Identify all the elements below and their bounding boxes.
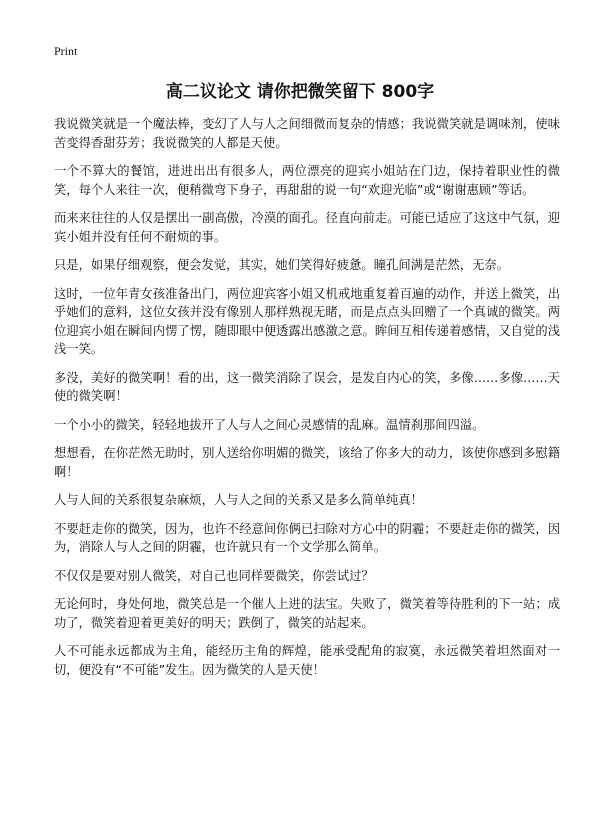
page-title: 高二议论文 请你把微笑留下 800字 — [165, 82, 435, 102]
essay-paragraph-11: 不仅仅是要对别人微笑，对自己也同样要微笑，你尝试过？ — [54, 568, 374, 583]
essay-paragraph-6: 多没，美好的微笑啊！看的出，这一微笑消除了误会，是发自内心的笑，多像……多像……天使的微笑啊！ — [54, 370, 560, 403]
essay-body — [54, 115, 560, 679]
essay-paragraph-8: 想想看，在你茫然无助时，别人送给你明媚的微笑，该给了你多大的动力，该使你感到多慰籍啊！ — [54, 446, 560, 479]
essay-paragraph-13: 人不可能永远都成为主角，能经历主角的辉煌，能承受配角的寂寞，永远微笑着坦然面对一切，便没有“不可能”发生。因为微笑的人是天使！ — [54, 644, 560, 677]
essay-paragraph-2: 一个不算大的餐馆，进进出出有很多人，两位漂亮的迎宾小姐站在门边，保持着职业性的微笑，每个人来往一次，便稍微弯下身子，再甜甜的说一句“欢迎光临”或“谢谢惠顾”等话。 — [54, 164, 560, 197]
essay-paragraph-3: 而来来往往的人仅是摆出一副高傲，冷漠的面孔。径直向前走。可能已适应了这这中气氛，迎宾小姐并没有任何不耐烦的事。 — [54, 211, 560, 244]
essay-paragraph-1: 我说微笑就是一个魔法棒，变幻了人与人之间细微而复杂的情感；我说微笑就是调味剂，使味苦变得香甜芬芳；我说微笑的人都是天使。 — [54, 117, 560, 150]
essay-paragraph-9: 人与人间的关系很复杂麻烦，人与人之间的关系又是多么简单纯真！ — [54, 493, 423, 507]
essay-paragraph-4: 只是，如果仔细观察，便会发觉，其实，她们笑得好疲惫。瞳孔间满是茫然，无奈。 — [54, 258, 509, 272]
essay-paragraph-10: 不要赶走你的微笑，因为，也许不经意间你俩已扫除对方心中的阴霾；不要赶走你的微笑，因为，消除人与人之间的阴霾，也许就只有一个文学那么简单。 — [54, 521, 560, 554]
essay-paragraph-12: 无论何时，身处何地，微笑总是一个催人上进的法宝。失败了，微笑着等待胜利的下一站；成功了，微笑着迎着更美好的明天；跌倒了，微笑的站起来。 — [54, 597, 560, 630]
essay-paragraph-7: 一个小小的微笑，轻轻地拔开了人与人之间心灵感情的乱麻。温情刹那间四溢。 — [54, 417, 485, 432]
print-link[interactable]: Print — [54, 44, 78, 58]
essay-paragraph-5: 这时，一位年青女孩准备出门，两位迎宾客小姐又机戒地重复着百遍的动作，并送上微笑，出乎她们的意料，这位女孩并没有像别人那样熟视无睹，而是点点头回赠了一个真诚的微笑。两位迎宾小姐在瞬间内愣了愣，随即眼中便透露出感激之意。眸间互相传递着感情，又自觉的浅浅一笑。 — [54, 286, 560, 356]
